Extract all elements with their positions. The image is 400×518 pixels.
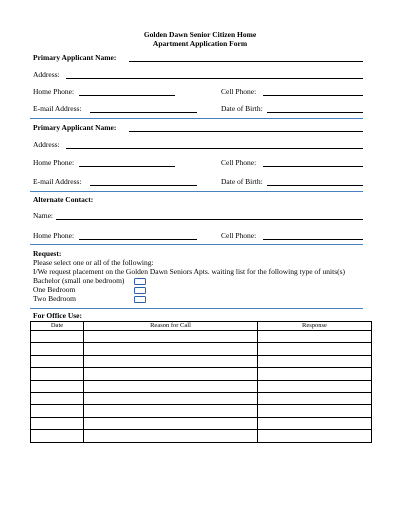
section-divider [30,118,363,119]
applicant2-email-field[interactable] [90,185,197,186]
alternate-home-phone-field[interactable] [79,239,197,240]
date-cell[interactable] [31,368,84,380]
date-cell[interactable] [31,331,84,343]
applicant1-name-field[interactable] [129,61,363,62]
applicant2-address-label: Address: [33,140,60,149]
response-cell[interactable] [258,417,372,429]
applicant2-home-phone-field[interactable] [79,166,175,167]
request-heading: Request: [33,249,62,258]
response-cell[interactable] [258,430,372,442]
applicant1-dob-field[interactable] [267,112,363,113]
alternate-home-phone-label: Home Phone: [33,231,75,240]
table-row [31,368,372,380]
applicant1-cell-phone-field[interactable] [263,95,363,96]
response-cell[interactable] [258,405,372,417]
reason-cell[interactable] [84,430,258,442]
column-header-reason: Reason for Call [84,322,258,331]
alternate-cell-phone-label: Cell Phone: [221,231,257,240]
section-divider [30,244,363,245]
alternate-heading: Alternate Contact: [33,195,94,204]
applicant2-address-field[interactable] [66,148,363,149]
office-log-table [30,321,372,443]
request-statement: I/We request placement on the Golden Dawn Seniors Apts. waiting list for the following type of units(s) [33,267,346,276]
reason-cell[interactable] [84,331,258,343]
applicant1-address-row [33,70,363,80]
alternate-phone-row [33,231,363,241]
section-divider [30,191,363,192]
table-row [31,417,372,429]
date-cell[interactable] [31,380,84,392]
option-one-bedroom-label: One Bedroom [33,285,76,294]
applicant1-cell-phone-label: Cell Phone: [221,87,257,96]
applicant2-name-label: Primary Applicant Name: [33,123,117,132]
table-row [31,392,372,404]
applicant1-name-row [33,53,363,63]
applicant1-email-label: E-mail Address: [33,104,82,113]
response-cell[interactable] [258,343,372,355]
applicant1-address-field[interactable] [66,78,363,79]
table-header-row [31,322,372,331]
reason-cell[interactable] [84,392,258,404]
table-row [31,405,372,417]
applicant2-address-row [33,140,363,150]
applicant1-email-row [33,104,363,114]
column-header-response: Response [258,322,372,331]
table-row [31,343,372,355]
reason-cell[interactable] [84,355,258,367]
date-cell[interactable] [31,405,84,417]
office-log-body [31,331,372,443]
applicant2-name-field[interactable] [129,131,363,132]
applicant1-home-phone-field[interactable] [79,95,175,96]
response-cell[interactable] [258,392,372,404]
date-cell[interactable] [31,343,84,355]
form-title: Apartment Application Form [152,39,248,48]
applicant1-dob-label: Date of Birth: [221,104,263,113]
applicant2-dob-field[interactable] [267,185,363,186]
alternate-name-label: Name: [33,211,53,220]
option-bachelor-checkbox[interactable] [134,278,146,285]
reason-cell[interactable] [84,405,258,417]
request-instruction: Please select one or all of the following: [33,258,154,267]
alternate-heading-row [33,195,363,205]
option-bachelor-label: Bachelor (small one bedroom) [33,276,125,285]
table-row [31,430,372,442]
reason-cell[interactable] [84,368,258,380]
applicant1-name-label: Primary Applicant Name: [33,53,117,62]
applicant2-name-row [33,123,363,133]
table-row [31,380,372,392]
applicant2-phone-row [33,158,363,168]
reason-cell[interactable] [84,343,258,355]
table-row [31,355,372,367]
office-heading: For Office Use: [33,311,83,320]
date-cell[interactable] [31,417,84,429]
response-cell[interactable] [258,355,372,367]
date-cell[interactable] [31,355,84,367]
reason-cell[interactable] [84,417,258,429]
table-row [31,331,372,343]
date-cell[interactable] [31,430,84,442]
alternate-name-field[interactable] [56,219,363,220]
applicant1-email-field[interactable] [90,112,197,113]
option-two-bedroom-label: Two Bedroom [33,294,77,303]
option-one-bedroom-checkbox[interactable] [134,287,146,294]
response-cell[interactable] [258,331,372,343]
applicant2-dob-label: Date of Birth: [221,177,263,186]
applicant1-phone-row [33,87,363,97]
response-cell[interactable] [258,380,372,392]
reason-cell[interactable] [84,380,258,392]
applicant2-home-phone-label: Home Phone: [33,158,75,167]
alternate-cell-phone-field[interactable] [263,239,363,240]
section-divider [30,308,363,309]
response-cell[interactable] [258,368,372,380]
applicant1-home-phone-label: Home Phone: [33,87,75,96]
date-cell[interactable] [31,392,84,404]
applicant1-address-label: Address: [33,70,60,79]
column-header-date: Date [31,322,84,331]
applicant2-email-label: E-mail Address: [33,177,82,186]
applicant2-cell-phone-label: Cell Phone: [221,158,257,167]
applicant2-email-row [33,177,363,187]
applicant2-cell-phone-field[interactable] [263,166,363,167]
alternate-name-row [33,211,363,221]
org-title: Golden Dawn Senior Citizen Home [143,30,257,39]
option-two-bedroom-checkbox[interactable] [134,296,146,303]
